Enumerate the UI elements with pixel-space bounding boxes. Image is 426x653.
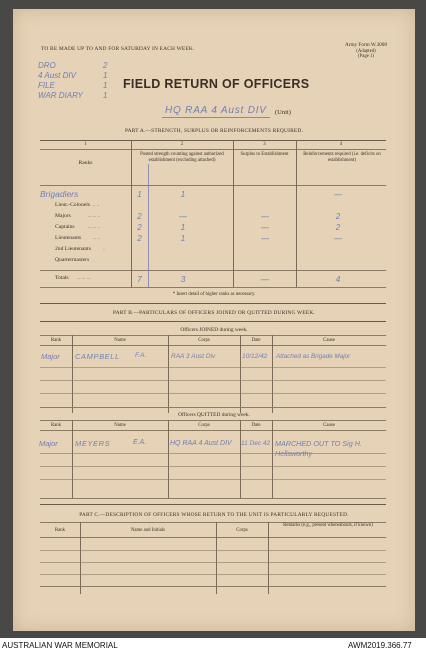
joined-col-rank: Rank bbox=[50, 338, 62, 343]
joined-row-rule bbox=[40, 367, 386, 368]
part-b-top-rule bbox=[40, 303, 386, 304]
quitted-col-rank: Rank bbox=[50, 423, 62, 428]
quitted-corps: HQ RAA 4 Aust DIV bbox=[170, 440, 232, 447]
est-brigadiers: 1 bbox=[137, 190, 142, 199]
joined-name: CAMPBELL bbox=[75, 352, 120, 361]
unit-underline bbox=[162, 117, 270, 118]
part-a-header-rule bbox=[40, 185, 386, 186]
army-form-page: (Page 1) bbox=[357, 54, 375, 60]
joined-row-rule bbox=[40, 393, 386, 394]
joined-header-bottom bbox=[40, 345, 386, 346]
part-c-col-corps: Corps bbox=[236, 528, 248, 533]
part-c-col-divider bbox=[268, 522, 269, 594]
part-c-row-rule bbox=[40, 574, 386, 575]
instruction-text: TO BE MADE UP TO AND FOR SATURDAY IN EACH WEEK. bbox=[41, 46, 195, 52]
leader-dots: .. bbox=[103, 247, 106, 252]
posted-lieutenants: 1 bbox=[180, 234, 186, 243]
joined-col-date: Date bbox=[251, 338, 261, 343]
leader-dots: ... ... ... bbox=[77, 276, 91, 281]
army-form-adapted: (Adapted) bbox=[356, 48, 376, 54]
joined-col-cause: Cause bbox=[323, 338, 335, 343]
army-form-block bbox=[331, 43, 401, 60]
distribution-item: 4 Aust DIV bbox=[38, 71, 76, 80]
joined-row-rule bbox=[40, 380, 386, 381]
leader-dots: ... ... .. bbox=[88, 225, 100, 230]
quitted-col-cause: Cause bbox=[323, 423, 335, 428]
quitted-col-corps: Corps bbox=[198, 423, 210, 428]
rank-lieut-colonels: Lieut.-Colonels bbox=[55, 202, 90, 208]
quitted-header-bottom bbox=[40, 430, 386, 431]
form-title: FIELD RETURN OF OFFICERS bbox=[123, 77, 310, 91]
joined-col-divider bbox=[168, 335, 169, 413]
part-a-number-rule bbox=[40, 149, 386, 150]
surplus-header: Surplus to Establishment bbox=[240, 152, 289, 157]
part-c-row-rule bbox=[40, 550, 386, 551]
quitted-name: MEYERS bbox=[75, 439, 111, 448]
part-c-row-rule bbox=[40, 562, 386, 563]
leader-dots: .. .. bbox=[93, 203, 99, 208]
posted-majors: — bbox=[179, 212, 187, 221]
reinf-captains: 2 bbox=[335, 223, 341, 232]
footer-institution: AUSTRALIAN WAR MEMORIAL bbox=[2, 641, 118, 650]
rank-2nd-lieutenants: 2nd Lieutenants bbox=[55, 246, 91, 252]
rank-lieutenants: Lieutenants bbox=[55, 235, 82, 241]
part-a-title: PART A.—STRENGTH, SURPLUS OR REINFORCEMENTS REQUIRED. bbox=[124, 128, 303, 134]
joined-date: 10/12/42 bbox=[242, 353, 268, 360]
part-a-col-divider bbox=[233, 140, 234, 287]
part-c-top-rule bbox=[40, 504, 386, 505]
col-number: 4 bbox=[339, 142, 343, 147]
unit-value: HQ RAA 4 Aust DIV bbox=[165, 105, 267, 116]
distribution-item: DRO bbox=[38, 61, 56, 70]
quitted-col-divider bbox=[272, 420, 273, 498]
rank-brigadiers: Brigadiers bbox=[40, 189, 79, 199]
joined-col-corps: Corps bbox=[198, 338, 210, 343]
part-a-col-divider bbox=[296, 140, 297, 287]
part-b-title-rule bbox=[40, 321, 386, 322]
quitted-col-date: Date bbox=[251, 423, 261, 428]
posted-header: Posted strength counting against authorized establishment (excluding attached) bbox=[140, 152, 224, 163]
distribution-list bbox=[38, 61, 83, 101]
est-lieutenants: 2 bbox=[137, 234, 142, 243]
reinf-brigadiers: — bbox=[334, 190, 342, 199]
quitted-col-divider bbox=[240, 420, 241, 498]
unit-label: (Unit) bbox=[275, 109, 291, 116]
part-c-header-bottom bbox=[40, 537, 386, 538]
joined-corps: RAA 3 Aust Div bbox=[171, 353, 216, 360]
joined-bottom-rule bbox=[40, 407, 386, 408]
distribution-item: WAR DIARY bbox=[38, 91, 83, 100]
distribution-count: 1 bbox=[103, 71, 108, 80]
total-reinforcements: 4 bbox=[335, 274, 341, 284]
quitted-initials: E.A. bbox=[133, 439, 147, 446]
distribution-count: 1 bbox=[103, 81, 108, 90]
establishment-divider bbox=[148, 164, 149, 287]
surplus-captains: — bbox=[261, 223, 269, 232]
quitted-rank: Major bbox=[39, 439, 58, 448]
archive-footer bbox=[0, 638, 426, 653]
est-captains: 2 bbox=[137, 223, 142, 232]
part-a-footnote: * Insert detail of higher ranks as necessary. bbox=[172, 292, 256, 297]
quitted-bottom-rule bbox=[40, 498, 386, 499]
quitted-row-rule bbox=[40, 466, 386, 467]
form-sheet bbox=[13, 9, 415, 631]
leader-dots: ... ... .. bbox=[88, 214, 100, 219]
joined-cause: Attached as Brigade Major bbox=[276, 353, 351, 360]
surplus-lieutenants: — bbox=[261, 234, 269, 243]
joined-col-divider bbox=[272, 335, 273, 413]
distribution-item: FILE bbox=[38, 81, 55, 90]
part-a-totals-rule bbox=[40, 287, 386, 288]
part-a-top-rule bbox=[40, 140, 386, 141]
quitted-col-divider bbox=[168, 420, 169, 498]
quitted-title: Officers QUITTED during week. bbox=[178, 412, 250, 418]
quitted-col-name: Name bbox=[114, 423, 126, 428]
quitted-cause: MARCHED OUT TO Sig H. Hellsworthy bbox=[275, 439, 362, 458]
posted-brigadiers: 1 bbox=[180, 190, 186, 199]
distribution-count: 1 bbox=[103, 91, 108, 100]
reinf-majors: 2 bbox=[335, 212, 341, 221]
part-c-col-name: Name and Initials bbox=[130, 528, 166, 533]
quitted-header-top bbox=[40, 420, 386, 421]
part-c-col-remarks: Remarks (e.g., present whereabouts, if known) bbox=[283, 523, 373, 528]
total-establishment: 7 bbox=[137, 274, 142, 284]
leader-dots: ... .. bbox=[93, 236, 101, 241]
rank-captains: Captains bbox=[55, 224, 75, 230]
part-c-col-rank: Rank bbox=[54, 528, 66, 533]
total-posted: 3 bbox=[180, 274, 186, 284]
footer-accession: AWM2019.366.77 bbox=[348, 641, 412, 650]
joined-col-divider bbox=[72, 335, 73, 413]
joined-rank: Major bbox=[41, 352, 60, 361]
joined-col-divider bbox=[240, 335, 241, 413]
col-number: 1 bbox=[84, 142, 87, 147]
quitted-date: 11 Dec 42 bbox=[241, 440, 271, 447]
quitted-col-divider bbox=[72, 420, 73, 498]
surplus-majors: — bbox=[261, 212, 269, 221]
est-majors: 2 bbox=[137, 212, 142, 221]
part-a-body-rule bbox=[40, 270, 386, 271]
army-form-number: Army Form W.3008 bbox=[345, 42, 387, 48]
part-c-title: PART C.—DESCRIPTION OF OFFICERS WHOSE RETURN TO THE UNIT IS PARTICULARLY REQUESTED. bbox=[79, 512, 349, 518]
reinf-lieutenants: — bbox=[334, 234, 342, 243]
joined-title: Officers JOINED during week. bbox=[180, 327, 248, 333]
joined-col-name: Name bbox=[114, 338, 126, 343]
rank-quartermasters: Quartermasters bbox=[55, 257, 90, 263]
col-number: 2 bbox=[180, 142, 184, 147]
totals-label: Totals bbox=[55, 275, 69, 281]
distribution-counts bbox=[103, 61, 107, 101]
col-number: 3 bbox=[263, 142, 266, 147]
part-c-bottom-rule bbox=[40, 586, 386, 587]
ranks-header: Ranks bbox=[78, 160, 93, 166]
quitted-row-rule bbox=[40, 479, 386, 480]
joined-initials: F.A. bbox=[135, 352, 147, 359]
part-b-title: PART B.—PARTICULARS OF OFFICERS JOINED OR QUITTED DURING WEEK. bbox=[113, 310, 315, 316]
rank-majors: Majors bbox=[55, 213, 71, 219]
joined-header-top bbox=[40, 335, 386, 336]
part-c-col-divider bbox=[80, 522, 81, 594]
total-surplus: — bbox=[260, 274, 270, 284]
posted-captains: 1 bbox=[180, 223, 186, 232]
part-c-col-divider bbox=[216, 522, 217, 594]
distribution-count: 2 bbox=[103, 61, 108, 70]
reinforcements-header: Reinforcements required (i.e. deficits on establishment) bbox=[303, 152, 381, 163]
